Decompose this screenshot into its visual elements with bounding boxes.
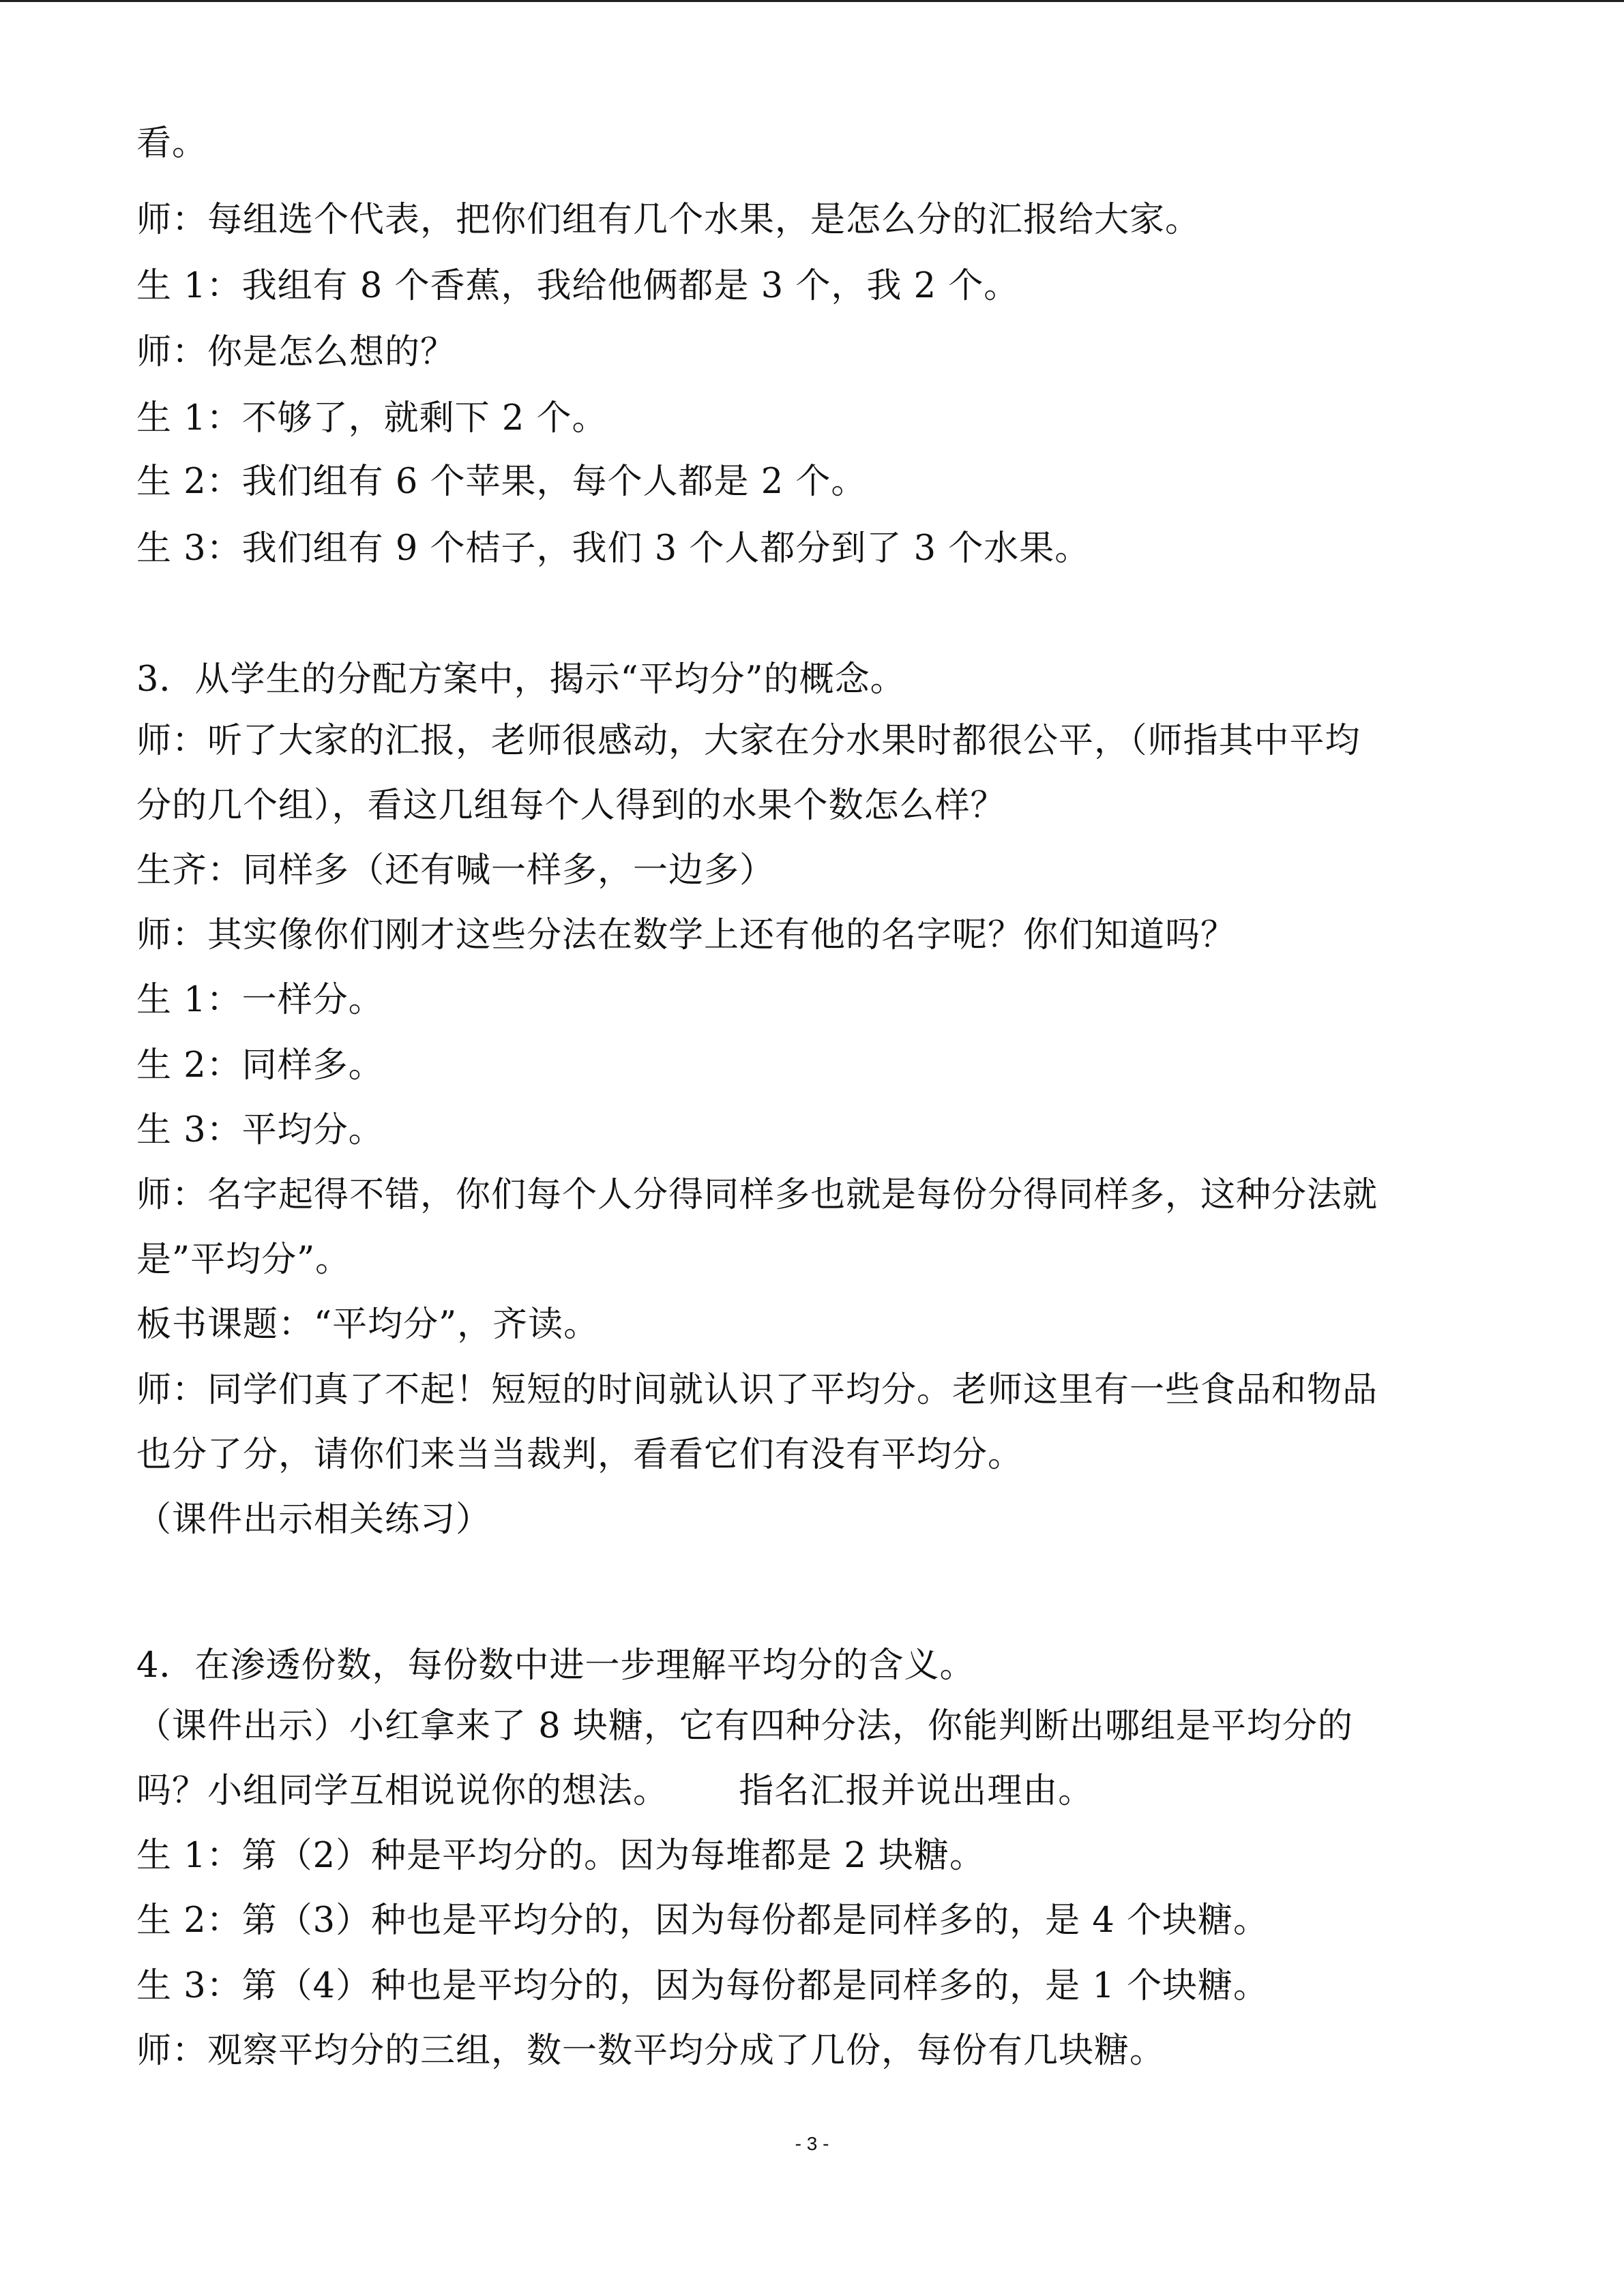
text-line: 生 1：第（2）种是平均分的。因为每堆都是 2 块糖。 [136,1836,985,1876]
text-line: 师：你是怎么想的？ [136,332,456,372]
section-heading-3: 3．从学生的分配方案中，揭示“平均分”的概念。 [136,659,906,700]
text-line: 是”平均分”。 [136,1240,351,1280]
text-line: 师：其实像你们刚才这些分法在数学上还有他的名字呢？你们知道吗？ [136,915,1237,955]
text-line: 看。 [136,123,208,164]
page-top-border [0,0,1624,2]
section-heading-4: 4．在渗透份数，每份数中进一步理解平均分的含义。 [136,1645,975,1686]
text-line: 生 1：不够了，就剩下 2 个。 [136,398,608,438]
text-line: 师：同学们真了不起！短短的时间就认识了平均分。老师这里有一些食品和物品 [136,1370,1378,1410]
text-line: 吗？小组同学互相说说你的想法。 指名汇报并说出理由。 [136,1771,1094,1811]
text-line: 分的几个组），看这几组每个人得到的水果个数怎么样？ [136,786,1006,826]
text-line: 生齐：同样多（还有喊一样多，一边多） [136,850,776,891]
text-line: 生 1：一样分。 [136,980,384,1020]
text-line: （课件出示相关练习） [136,1500,492,1540]
text-line: 师：观察平均分的三组，数一数平均分成了几份，每份有几块糖。 [136,2031,1166,2071]
text-line: 生 2：同样多。 [136,1045,384,1086]
text-line: 师：每组选个代表，把你们组有几个水果，是怎么分的汇报给大家。 [136,200,1201,240]
text-line: 师：听了大家的汇报，老师很感动，大家在分水果时都很公平，（师指其中平均 [136,721,1361,761]
text-line: 也分了分，请你们来当当裁判，看看它们有没有平均分。 [136,1435,1024,1475]
text-line: 生 3：我们组有 9 个桔子，我们 3 个人都分到了 3 个水果。 [136,528,1091,569]
page-number: - 3 - [795,2133,829,2154]
text-line: 生 2：我们组有 6 个苹果，每个人都是 2 个。 [136,462,867,502]
text-line: 生 3：平均分。 [136,1110,384,1150]
text-line: 板书课题：“平均分”，齐读。 [136,1304,600,1345]
text-line: （课件出示）小红拿来了 8 块糖，它有四种分法，你能判断出哪组是平均分的 [136,1706,1353,1746]
text-line: 师：名字起得不错，你们每个人分得同样多也就是每份分得同样多，这种分法就 [136,1175,1378,1215]
text-line: 生 3：第（4）种也是平均分的，因为每份都是同样多的，是 1 个块糖。 [136,1966,1269,2006]
text-line: 生 1：我组有 8 个香蕉，我给他俩都是 3 个，我 2 个。 [136,266,1020,306]
text-line: 生 2：第（3）种也是平均分的，因为每份都是同样多的，是 4 个块糖。 [136,1900,1269,1941]
